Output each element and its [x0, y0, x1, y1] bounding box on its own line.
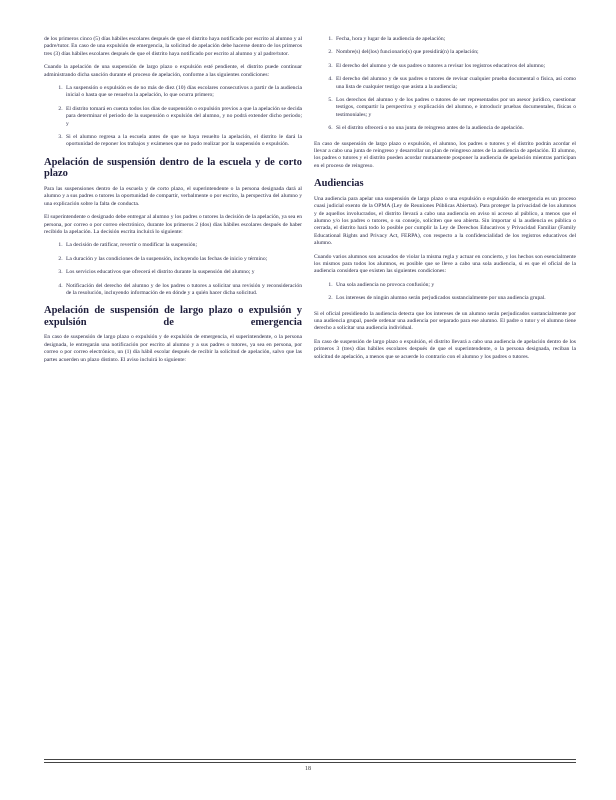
paragraph-group-hearing: Cuando varios alumnos son acusados de violar la misma regla y actuar en concierto, y los hechos son esencialmente los mismos para todos los alumnos, es posible que se lleve a cabo una sola audiencia, si es que el oficial de la audiencia considera que existen las siguientes condiciones:: [314, 253, 576, 275]
heading-hearings: Audiencias: [314, 178, 364, 190]
notice-contents-list: [314, 36, 576, 133]
list-item: 1. La suspensión o expulsión es de no más de diez (10) días escolares consecutivos a partir de la audiencia inicial o hasta que se resuelva la apelación, lo que ocurra primero;: [64, 85, 302, 100]
list-item: 1. Una sola audiencia no provoca confusión; y: [334, 282, 576, 289]
list-item: 2. La duración y las condiciones de la suspensión, incluyendo las fechas de inicio y término;: [64, 256, 302, 263]
heading-long-term-appeal: Apelación de suspensión de largo plazo o expulsión y expulsión de emergencia: [44, 305, 302, 328]
list-item: 2. El distrito tomará en cuenta todos los días de suspensión o expulsión previos a que la apelación se decida para determinar el periodo de la suspensión o expulsión del alumno, y no podrá extender dicho periodo; y: [64, 106, 302, 128]
paragraph-short-term-opportunity: Para las suspensiones dentro de la escuela y de corto plazo, el superintendente o la persona designada dará al alumno y a sus padres o tutores la oportunidad de compartir, verbalmente o por escrito, la perspectiva del alumno y una explicación sobre la falta de conducta.: [44, 185, 302, 207]
list-item: 1. Fecha, hora y lugar de la audiencia de apelación;: [334, 36, 576, 43]
paragraph-hearing-privacy: Una audiencia para apelar una suspensión de largo plazo o una expulsión o expulsión de emergencia es un proceso cuasi judicial exento de la OPMA (Ley de Reuniones Públicas Abiertas). Para proteger la privacidad de los alumnos y de aquellos involucrados, el distrito llevará a cabo una audiencia en aviso ni acceso al público, a menos que el alumno y/o los padres o tutores, o su consejo, soliciten que sea abierta. Sin importar si la audiencia es pública o cerrada, el distrito hará todo lo posible por cumplir la Ley de Derechos Educativos y Privacidad Familiar (Family Educational Rights and Privacy Act, FERPA), con respecto a la confidencialidad de los registros educativos del alumno.: [314, 195, 576, 247]
footer-divider: [44, 762, 576, 763]
paragraph-hearing-deadline: En caso de suspensión de largo plazo o expulsión, el distrito llevará a cabo una audiencia de apelación dentro de los primeros 3 (tres) días hábiles escolares después de que el superintendente, o la persona designada, reciban la solicitud de apelación, a menos que se acuerde lo contrario con el alumno y los padres o tutores.: [314, 338, 576, 360]
list-item: 3. Si el alumno regresa a la escuela antes de que se haya resuelto la apelación, el distrito le dará la oportunidad de reponer los trabajos y exámenes que no pudo realizar por la suspensión o expulsión.: [64, 134, 302, 149]
heading-short-term-appeal: Apelación de suspensión dentro de la escuela y de corto plazo: [44, 156, 302, 180]
right-column: [314, 36, 576, 367]
list-item: 3. Los servicios educativos que ofrecerá el distrito durante la suspensión del alumno; y: [64, 269, 302, 276]
paragraph-reengagement: En caso de suspensión de largo plazo o expulsión, el alumno, los padres o tutores y el distrito podrán acordar el llevar a cabo una junta de reingreso y desarrollar un plan de reingreso antes de la audiencia de apelación. El alumno, los padres o tutores y el distrito pueden acordar mutuamente posponer la audiencia de apelación mientras participan en el proceso de reingreso.: [314, 140, 576, 169]
list-item: 4. El derecho del alumno y de sus padres o tutores de revisar cualquier prueba documental o física, así como una lista de cualquier testigo que asista a la audiencia;: [334, 76, 576, 91]
list-item: 3. El derecho del alumno y de sus padres o tutores a revisar los registros educativos del alumno;: [334, 63, 576, 70]
paragraph-short-term-decision: El superintendente o designado debe entregar al alumno y los padres o tutores la decisión de la apelación, ya sea en persona, por correo o por correo electrónico, durante los primeros 2 (dos) días hábiles escolares después de haber recibido la apelación. La decisión escrita incluirá lo siguiente:: [44, 214, 302, 235]
list-item: 2. Los intereses de ningún alumno serán perjudicados sustancialmente por una audiencia grupal.: [334, 295, 576, 302]
list-item: 6. Si el distrito ofrecerá o no una junta de reingreso antes de la audiencia de apelación.: [334, 125, 576, 132]
paragraph-individual-hearing: Si el oficial presidiendo la audiencia detecta que los intereses de un alumno serán perjudicados sustancialmente por una audiencia grupal, puede ordenar una audiencia por separado para ese alumno. El padre o tutor y el alumno tiene derecho a solicitar una audiencia individual.: [314, 310, 576, 332]
list-item: 1. La decisión de ratificar, revertir o modificar la suspensión;: [64, 242, 302, 249]
pending-appeal-conditions-list: [44, 85, 302, 149]
list-item: 5. Los derechos del alumno y de los padres o tutores de ser representados por un asesor jurídico, cuestionar testigos, compartir la perspectiva y explicación del alumno, e introducir pruebas documentales, físicas o testimoniales; y: [334, 97, 576, 119]
page-number: 18: [305, 766, 311, 772]
paragraph-appeal-deadline: de los primeros cinco (5) días hábiles escolares después de que el distrito haya notificado por escrito al alumno y al padre/tutor. En caso de una expulsión de emergencia, la solicitud de apelación debe hacerse dentro de los primeros tres (3) días hábiles escolares después de que el distrito haya notificado por escrito al alumno y al padre/tutor.: [44, 36, 302, 57]
paragraph-long-term-notice: En caso de suspensión de largo plazo o expulsión y de expulsión de emergencia, el superintendente, o la persona designada, le entregarán una notificación por escrito al alumno y a sus padres o tutores, ya sea en persona, por correo o por correo electrónico, un (1) día hábil escolar después de recibir la solicitud de apelación, salvo que las partes acuerden un plazo distinto. El aviso incluirá lo siguiente:: [44, 334, 302, 363]
group-hearing-conditions-list: [314, 282, 576, 303]
paragraph-pending-appeal: Cuando la apelación de una suspensión de largo plazo o expulsión esté pendiente, el distrito puede continuar administrando dicha sanción durante el proceso de apelación, conforme a las siguientes condiciones:: [44, 64, 302, 78]
list-item: 2. Nombre(s) del(los) funcionario(s) que presidirá(n) la apelación;: [334, 49, 576, 56]
footer-divider: [44, 759, 576, 760]
decision-contents-list: [44, 242, 302, 297]
list-item: 4. Notificación del derecho del alumno y de los padres o tutores a solicitar una revisión y reconsideración de la resolución, incluyendo información de en dónde y a quién hacer dicha solicitud.: [64, 283, 302, 298]
left-column: [44, 36, 302, 370]
